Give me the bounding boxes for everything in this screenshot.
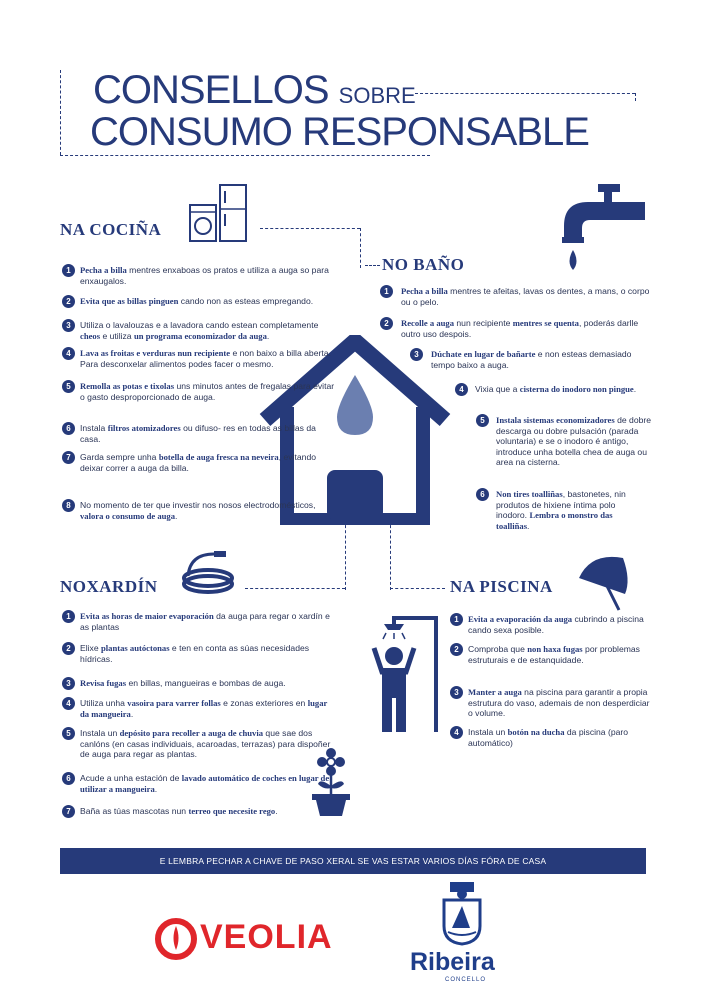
ribeira-crest-icon — [440, 880, 484, 946]
pool-item-text — [468, 644, 653, 665]
item-text-pre: Elixe — [80, 643, 102, 653]
item-text: , evitando deixar correr a auga da billa. — [80, 452, 317, 473]
item-text-bold: Instala sistemas economizadores — [496, 415, 615, 425]
connector-kitchen — [260, 228, 360, 229]
garden-item-text — [80, 773, 335, 794]
item-text-pre: Utiliza o lavalouzas e a lavadora cando estean completamente — [80, 320, 319, 330]
bathroom-item-text — [496, 489, 646, 531]
item-text-pre: Vixia que a — [475, 384, 520, 394]
item-text: e non baixo a billa aberta. Para desconxelar alimentos podes facer o mesmo. — [80, 348, 331, 369]
item-text-post: . — [130, 708, 134, 719]
item-text-bold: Lava as froitas e verduras nun recipiente — [80, 348, 231, 358]
title-word-consellos: CONSELLOS — [93, 68, 329, 112]
kitchen-item-number: 8 — [62, 499, 75, 512]
item-text: , bastonetes, nin produtos de hixiene íntima polo inodoro. — [496, 489, 626, 520]
tap-icon — [560, 182, 645, 277]
item-text-bold: Dúchate en lugar de bañarte — [431, 349, 536, 359]
item-text: da auga para regar o xardín e as plantas — [80, 611, 330, 632]
item-text: . — [154, 783, 158, 794]
bathroom-item-number: 2 — [380, 317, 393, 330]
item-text: e non esteas demasiado tempo baixo a auga. — [431, 349, 632, 370]
item-text-pre: Utiliza unha — [80, 698, 128, 708]
heading-pool: NA PISCINA — [450, 577, 553, 596]
pool-item-number: 4 — [450, 726, 463, 739]
item-text-bold-2: mentres se quenta — [512, 318, 579, 328]
item-text-bold: depósito para recoller a auga de chuvia — [119, 728, 264, 738]
reminder-banner: E LEMBRA PECHAR A CHAVE DE PASO XERAL SE VAS ESTAR VARIOS DÍAS FÓRA DE CASA — [60, 848, 646, 874]
item-text-bold: Remolla as potas e tixolas — [80, 381, 175, 391]
veolia-logo: VEOLIA — [200, 918, 333, 956]
item-text-bold: Pecha a billa — [401, 286, 448, 296]
kitchen-item-number: 2 — [62, 295, 75, 308]
item-text: da piscina (paro automático) — [468, 727, 629, 748]
item-text-bold: non haxa fugas — [527, 644, 583, 654]
item-text-bold: Evita a evaporación da auga — [468, 614, 573, 624]
bathroom-item-text — [401, 318, 651, 339]
item-text-pre: Acude a unha estación de — [80, 773, 182, 783]
item-text-bold: Non tires toalliñas — [496, 489, 563, 499]
item-text-post: , poderás darlle outro uso despois. — [401, 318, 639, 339]
item-text-bold: botón na ducha — [507, 727, 565, 737]
title-frame-top-right — [415, 93, 635, 94]
bathroom-item-text — [431, 349, 656, 370]
garden-item-text — [80, 728, 335, 760]
item-text: e zonas exteriores en — [220, 698, 308, 708]
item-text: cubrindo a piscina cando sexa posible. — [468, 614, 644, 635]
veolia-logo-icon — [155, 918, 197, 960]
shower-person-icon — [368, 614, 440, 734]
bathroom-item-number: 3 — [410, 348, 423, 361]
garden-item-text — [80, 806, 335, 817]
garden-item-number: 7 — [62, 805, 75, 818]
garden-item-number: 6 — [62, 772, 75, 785]
pool-item-text — [468, 727, 653, 748]
item-text: de dobre descarga ou dobre pulsación (parada voluntaria) e se o inodoro é antigo, introduce unha botella chea de auga ou area na cisterna. — [496, 415, 652, 467]
item-text-pre: Instala un — [468, 727, 508, 737]
title-frame-right-tick — [635, 93, 636, 101]
pool-item-number: 1 — [450, 613, 463, 626]
item-text-bold: lavado automático de coches en lugar de utilizar a mangueira — [80, 773, 330, 794]
title-word-sobre: SOBRE — [338, 83, 416, 108]
washer-fridge-icon — [188, 183, 250, 243]
pool-item-text — [468, 614, 653, 635]
kitchen-item-text — [80, 500, 338, 521]
item-text-pre: No momento de ter que investir nos nosos electrodomésticos, — [80, 500, 316, 510]
kitchen-item-number: 5 — [62, 380, 75, 393]
item-text: mentres enxaboas os pratos e utiliza a auga so para enxaugalos. — [80, 265, 329, 286]
connector-bathroom — [365, 265, 380, 266]
item-text-bold: botella de auga fresca na neveira — [158, 452, 279, 462]
concello-label: CONCELLO — [445, 977, 487, 983]
garden-item-number: 1 — [62, 610, 75, 623]
connector-garden — [245, 588, 345, 589]
item-text-bold: vasoira para varrer follas — [127, 698, 221, 708]
bathroom-item-number: 4 — [455, 383, 468, 396]
kitchen-item-text — [80, 381, 338, 402]
item-text-bold: Pecha a billa — [80, 265, 127, 275]
item-text: na piscina para garantir a propia estrutura do vaso, ademais de non desperdiciar o volume. — [468, 687, 650, 718]
kitchen-item-text — [80, 265, 338, 286]
kitchen-item-number: 4 — [62, 347, 75, 360]
garden-item-number: 3 — [62, 677, 75, 690]
item-text-bold: Evita as horas de maior evaporación — [80, 611, 214, 621]
parasol-icon — [575, 550, 635, 612]
title-frame-left — [60, 70, 61, 155]
item-text: que sae dos canlóns (en casas individuais, acaroadas, terrazas) para dispoñer de auga para regar as plantas. — [80, 728, 331, 759]
item-text: por problemas estruturais e de estanquidade. — [468, 644, 640, 665]
title-line-2: CONSUMO RESPONSABLE — [90, 110, 589, 154]
item-text-bold: cisterna do inodoro non pingue — [519, 384, 634, 394]
kitchen-item-number: 1 — [62, 264, 75, 277]
item-text: uns minutos antes de fregalas para evitar o gasto desproporcionado de auga. — [80, 381, 335, 402]
connector-center-bottom-right — [390, 520, 391, 590]
bathroom-item-number: 5 — [476, 414, 489, 427]
garden-item-number: 2 — [62, 642, 75, 655]
ribeira-logo: Ribeira — [410, 948, 495, 976]
item-text-bold: terreo que necesite rego — [188, 806, 276, 816]
garden-item-text — [80, 643, 335, 664]
heading-kitchen: NA COCIÑA — [60, 220, 162, 239]
garden-item-text — [80, 678, 335, 689]
kitchen-item-text — [80, 423, 338, 444]
item-text-bold: filtros atomizadores — [107, 423, 181, 433]
bathroom-item-text — [475, 384, 665, 395]
item-text: . — [275, 806, 278, 816]
item-text-pre: Comproba que — [468, 644, 528, 654]
item-text-bold: cheos — [80, 330, 101, 341]
pool-item-text — [468, 687, 653, 719]
kitchen-item-number: 3 — [62, 319, 75, 332]
title-frame-bottom — [60, 155, 430, 156]
kitchen-item-number: 7 — [62, 451, 75, 464]
item-text: . — [175, 510, 178, 521]
item-text-bold: Manter a auga — [468, 687, 522, 697]
item-text-bold-2: Lembra o monstro das toalliñas — [496, 510, 613, 531]
bathroom-item-text — [496, 415, 656, 468]
item-text-bold: Revisa fugas — [80, 678, 127, 688]
item-text: en billas, mangueiras e bombas de auga. — [126, 678, 286, 688]
kitchen-item-text — [80, 296, 338, 307]
hose-icon — [180, 548, 240, 596]
item-text-pre: Instala un — [80, 728, 120, 738]
item-text-bold-2: un programa economizador da auga — [133, 330, 267, 341]
kitchen-item-text — [80, 320, 338, 341]
item-text: nun recipiente — [454, 318, 513, 328]
item-text-bold: Evita que as billas pinguen — [80, 296, 179, 306]
garden-item-number: 5 — [62, 727, 75, 740]
item-text-bold: plantas autóctonas — [101, 643, 170, 653]
garden-item-text — [80, 698, 335, 719]
item-text-post: . — [266, 330, 270, 341]
bathroom-item-number: 1 — [380, 285, 393, 298]
item-text: mentres te afeitas, lavas os dentes, a mans, o corpo ou o pelo. — [401, 286, 650, 307]
item-text-bold-2: lugar da mangueira — [80, 698, 328, 719]
heading-garden: NOXARDÍN — [60, 577, 158, 596]
kitchen-item-text — [80, 452, 338, 473]
item-text: cando non as esteas empregando. — [178, 296, 314, 306]
pool-item-number: 3 — [450, 686, 463, 699]
connector-center-top — [360, 228, 361, 268]
connector-pool — [390, 588, 445, 589]
item-text-pre: Garda sempre unha — [80, 452, 159, 462]
item-text: e ten en conta as súas necesidades hídricas. — [80, 643, 310, 664]
bathroom-item-text — [401, 286, 651, 307]
item-text-bold: Recolle a auga — [401, 318, 454, 328]
item-text-post: . — [527, 520, 530, 531]
item-text: e utiliza — [100, 330, 134, 341]
kitchen-item-text — [80, 348, 338, 369]
heading-bathroom: NO BAÑO — [382, 255, 465, 274]
garden-item-number: 4 — [62, 697, 75, 710]
kitchen-item-number: 6 — [62, 422, 75, 435]
item-text-bold: valora o consumo de auga — [80, 510, 176, 521]
item-text: . — [633, 384, 637, 394]
item-text-pre: Instala — [80, 423, 108, 433]
connector-center-bottom-left — [345, 520, 346, 590]
garden-item-text — [80, 611, 335, 632]
item-text-pre: Baña as túas mascotas nun — [80, 806, 189, 816]
bathroom-item-number: 6 — [476, 488, 489, 501]
pool-item-number: 2 — [450, 643, 463, 656]
item-text: ou difuso- res en todas as billas da casa. — [80, 423, 316, 444]
